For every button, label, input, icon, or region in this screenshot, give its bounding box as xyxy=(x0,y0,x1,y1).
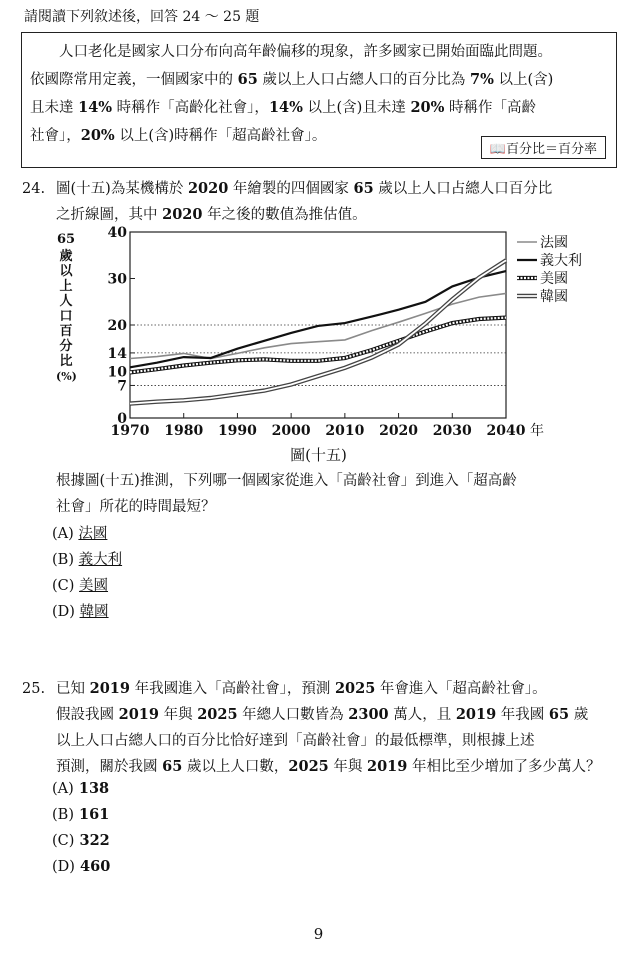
x-tick-label: 1980 xyxy=(164,423,204,439)
option-text: 138 xyxy=(78,780,110,797)
x-tick-label: 2030 xyxy=(432,423,472,439)
t: 歲以上人口占總人口的百分比為 xyxy=(257,72,471,88)
t: 歲 xyxy=(569,707,589,723)
t: 依國際常用定義，一個國家中的 xyxy=(30,72,238,88)
q25-line-3: 以上人口占總人口的百分比恰好達到「高齡社會」的最低標準，則根據上述 xyxy=(56,733,535,749)
t: 年我國進入「高齡社會」，預測 xyxy=(129,681,335,697)
question-25 xyxy=(22,676,632,786)
option-text: 法國 xyxy=(78,526,108,542)
x-tick-label: 1990 xyxy=(217,423,257,439)
y-tick-label: 10 xyxy=(107,364,127,381)
t: 時稱作「高齡化社會」， xyxy=(112,100,269,116)
q25-option-c[interactable] xyxy=(52,832,110,849)
t: 2020 xyxy=(187,180,229,197)
y-tick-label: 14 xyxy=(107,345,127,362)
question-25-text xyxy=(56,676,621,780)
book-icon: 📖 xyxy=(489,142,506,157)
t: 以上(含)且未達 xyxy=(302,100,411,116)
t: 時稱作「高齡 xyxy=(444,100,537,116)
option-text: 美國 xyxy=(79,578,109,594)
option-label: (A) xyxy=(52,526,74,542)
option-text: 韓國 xyxy=(79,604,109,620)
t: 20% xyxy=(410,99,445,116)
q25-line-2 xyxy=(56,702,621,728)
y-axis-label-char: 歲 xyxy=(59,249,73,264)
t: 之折線圖，其中 xyxy=(56,207,163,223)
t: 2019 xyxy=(118,706,159,723)
x-tick-label: 2040 xyxy=(486,423,526,439)
x-tick-label: 1970 xyxy=(110,423,150,439)
t: 圖(十五)為某機構於 xyxy=(56,181,188,197)
t: 2019 xyxy=(366,758,408,775)
y-axis-label-char: 百 xyxy=(59,324,73,339)
passage-line1-text: 人口老化是國家人口分布向高年齡偏移的現象，許多國家已開始面臨此問題。 xyxy=(59,44,552,60)
series-line-4-inner xyxy=(130,260,506,403)
figure-caption: 圖(十五) xyxy=(290,446,347,464)
t: 2020 xyxy=(162,206,203,223)
t: 已知 xyxy=(56,681,90,697)
x-tick-label: 2010 xyxy=(325,423,365,439)
q24-prompt-line-2: 社會」所花的時間最短？ xyxy=(56,499,216,515)
option-label: (B) xyxy=(52,807,74,823)
x-axis-label: 年 xyxy=(530,423,544,439)
t: 7% xyxy=(470,71,494,88)
y-axis-label-char: 人 xyxy=(59,294,73,309)
x-tick-label: 2000 xyxy=(271,423,311,439)
y-tick-label: 20 xyxy=(107,318,127,334)
t: 2019 xyxy=(89,680,130,697)
y-axis-label-char: 上 xyxy=(59,279,73,294)
q25-line-1 xyxy=(56,676,621,702)
legend-label-2: 義大利 xyxy=(540,253,582,269)
t: 年相比至少增加了多少萬人？ xyxy=(407,759,601,775)
t: 歲以上人口占總人口百分比 xyxy=(373,181,553,197)
t: 2025 xyxy=(288,758,329,775)
t: 預測，關於我國 xyxy=(56,759,163,775)
t: 14% xyxy=(78,99,113,116)
t: 歲以上人口數， xyxy=(182,759,289,775)
option-label: (A) xyxy=(52,781,74,797)
t: 年總人口數皆為 xyxy=(237,707,349,723)
q24-option-d[interactable] xyxy=(52,600,109,621)
y-axis-label-char: 以 xyxy=(59,264,73,279)
y-axis-label-char: 分 xyxy=(59,339,73,354)
x-tick-label: 2020 xyxy=(379,423,419,439)
q25-option-d[interactable] xyxy=(52,858,110,875)
t: 且未達 xyxy=(30,100,79,116)
q24-prompt xyxy=(56,468,626,520)
option-text: 460 xyxy=(80,858,111,875)
option-text: 161 xyxy=(79,806,110,823)
line-chart xyxy=(0,0,637,460)
t: 2025 xyxy=(334,680,376,697)
q24-option-b[interactable] xyxy=(52,548,122,569)
question-number: 24. xyxy=(22,181,46,197)
q24-option-c[interactable] xyxy=(52,574,108,595)
t: 65 xyxy=(162,758,183,775)
note-text: 百分比＝百分率 xyxy=(505,142,597,157)
y-axis-label-char: 65 xyxy=(56,232,76,247)
t: 年與 xyxy=(158,707,198,723)
t: 14% xyxy=(268,99,303,116)
legend-label-3: 美國 xyxy=(540,271,568,287)
intro-text: 請閱讀下列敘述後，回答 24 ～ 25 題 xyxy=(24,9,260,25)
legend-label-1: 法國 xyxy=(540,235,568,251)
y-axis-label-char: 口 xyxy=(59,309,73,324)
y-axis-label-char: (%) xyxy=(56,370,77,383)
q25-option-b[interactable] xyxy=(52,806,109,823)
option-label: (D) xyxy=(52,859,75,875)
t: 年繪製的四個國家 xyxy=(228,181,354,197)
t: 65 xyxy=(353,180,374,197)
y-tick-label: 40 xyxy=(107,225,127,241)
t: 65 xyxy=(237,71,258,88)
option-label: (B) xyxy=(52,552,74,568)
y-axis-label-char: 比 xyxy=(59,354,73,369)
t: 萬人，且 xyxy=(388,707,456,723)
legend-label-4: 韓國 xyxy=(540,289,568,305)
t: 年會進入「超高齡社會」。 xyxy=(375,681,547,697)
option-text: 322 xyxy=(79,832,110,849)
t: 20% xyxy=(80,127,115,144)
y-tick-label: 0 xyxy=(117,411,127,427)
t: 65 xyxy=(548,706,570,723)
option-label: (C) xyxy=(52,578,75,594)
t: 年我國 xyxy=(496,707,549,723)
q25-line-4 xyxy=(56,754,621,780)
page-number: 9 xyxy=(313,925,324,943)
q25-option-a[interactable] xyxy=(52,780,109,797)
series-line-4 xyxy=(130,260,506,403)
t: 以上(含) xyxy=(493,72,554,88)
question-number: 25. xyxy=(22,681,46,697)
option-text: 義大利 xyxy=(78,552,123,568)
t: 社會」， xyxy=(30,128,81,144)
t: 以上(含)時稱作「超高齡社會」。 xyxy=(114,128,327,144)
y-tick-label: 7 xyxy=(117,378,127,395)
q24-prompt-line-1: 根據圖(十五)推測，下列哪一個國家從進入「高齡社會」到進入「超高齡 xyxy=(56,473,517,489)
q24-option-a[interactable] xyxy=(52,522,107,543)
t: 年與 xyxy=(328,759,367,775)
y-tick-label: 30 xyxy=(107,271,127,288)
option-label: (D) xyxy=(52,604,75,620)
t: 2025 xyxy=(197,706,238,723)
option-label: (C) xyxy=(52,833,75,849)
t: 2019 xyxy=(455,706,497,723)
t: 年之後的數值為推估值。 xyxy=(202,207,367,223)
t: 2300 xyxy=(348,706,389,723)
t: 假設我國 xyxy=(56,707,119,723)
